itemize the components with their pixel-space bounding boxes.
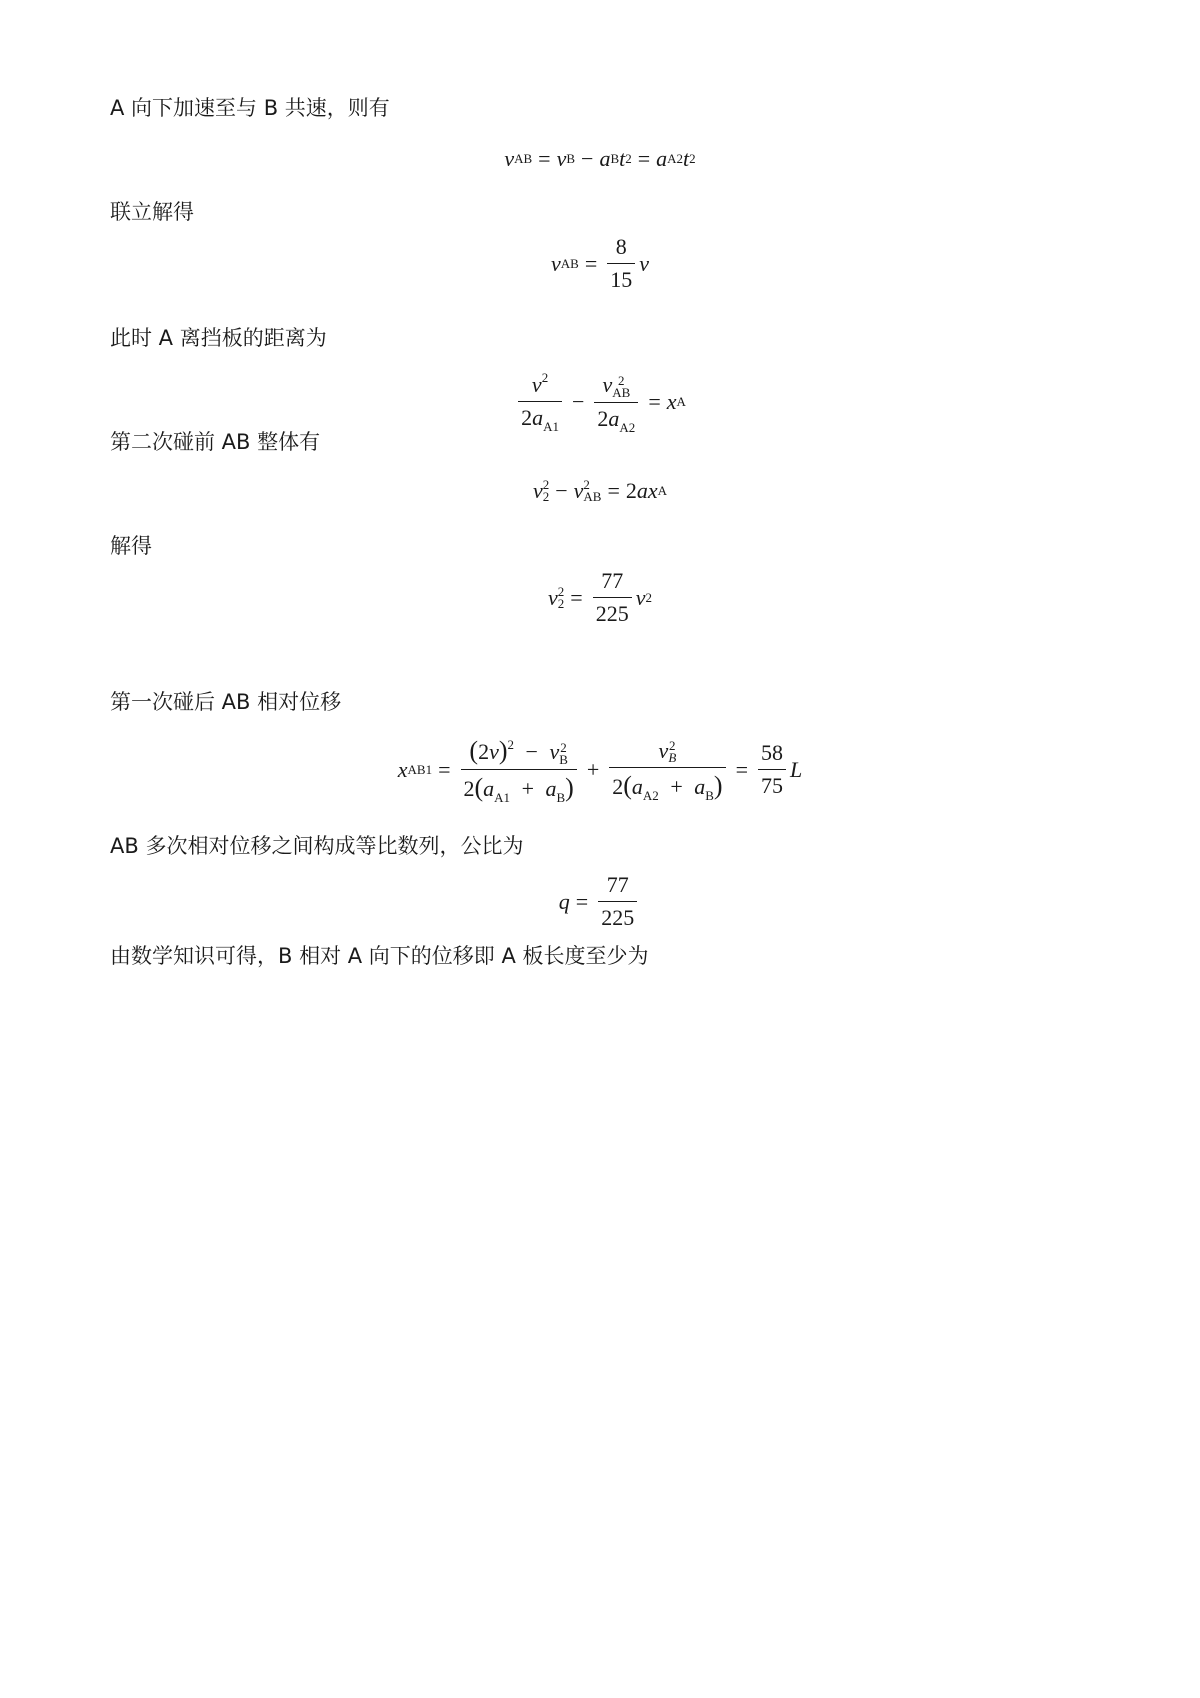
symbol-a: a	[532, 405, 544, 431]
symbol-v: v	[489, 739, 499, 764]
subscript-b: B	[556, 790, 566, 805]
equals-sign: =	[575, 888, 589, 914]
fraction	[593, 568, 632, 627]
equation-6: x AB1 = $(2v)^2 - v$ 2 B $2(a_{A1} + a_B)$ + v 2 B $2(a_{A2} + a_B)$ = $\frac{58}{75}$ L	[397, 736, 803, 805]
subscript-b: B	[559, 751, 568, 767]
fraction-numerator: 8	[615, 234, 627, 259]
equation-4: v 2 2 − v 2 AB = 2 a x A	[532, 477, 668, 504]
equals-sign: =	[438, 756, 451, 782]
right-paren: )	[498, 736, 508, 765]
symbol-x: x	[647, 478, 658, 503]
minus-sign: −	[581, 146, 594, 171]
subscript-a1: A1	[494, 790, 511, 805]
fraction	[607, 234, 635, 293]
symbol-v: v	[549, 739, 560, 764]
symbol-a: a	[608, 405, 620, 431]
equals-sign: =	[584, 250, 598, 276]
symbol-v: v	[573, 478, 584, 503]
fraction-second	[609, 738, 725, 802]
superscript-2: 2	[541, 370, 549, 386]
equation-3: $\frac{v^2}{2a_{A1}}$ − v 2 AB $2a_{A2}$ = x A	[0, 372, 1200, 432]
paragraph-1: A 向下加速至与 B 共速，则有	[110, 96, 390, 120]
equals-sign: =	[570, 584, 583, 610]
symbol-q: q	[558, 888, 570, 914]
fraction-first	[461, 736, 577, 803]
symbol-v: v	[548, 584, 558, 610]
fraction-result	[758, 740, 786, 799]
subscript-a1: A1	[543, 419, 559, 435]
number-2: 2	[625, 478, 637, 503]
minus-sign: −	[525, 739, 538, 764]
superscript-2: 2	[560, 739, 567, 755]
superscript-2: 2	[618, 372, 625, 388]
left-paren: (	[623, 771, 632, 801]
minus-sign: −	[555, 478, 568, 503]
equals-sign: =	[607, 478, 620, 503]
fraction	[598, 872, 637, 931]
number-2: 2	[478, 739, 490, 764]
superscript-2: 2	[583, 477, 590, 492]
number-2: 2	[597, 405, 609, 431]
paragraph-6: 第一次碰后 AB 相对位移	[110, 690, 342, 714]
minus-sign: −	[572, 388, 585, 414]
paragraph-4: 第二次碰前 AB 整体有	[110, 430, 321, 454]
fraction-numerator: 58	[761, 740, 783, 765]
symbol-x: x	[666, 388, 677, 414]
symbol-v: v	[504, 146, 515, 171]
equation-2: v AB = $\frac{8}{15}$ v	[550, 234, 649, 292]
paragraph-7: AB 多次相对位移之间构成等比数列，公比为	[110, 834, 524, 858]
superscript-2: 2	[542, 477, 550, 492]
symbol-v: v	[658, 737, 669, 763]
symbol-t: t	[619, 146, 626, 171]
equals-sign: =	[637, 146, 651, 171]
symbol-v: v	[556, 146, 567, 171]
fraction-denominator: 75	[758, 769, 786, 799]
symbol-v: v	[531, 372, 542, 398]
number-2: 2	[463, 776, 475, 801]
equation-7	[0, 872, 1200, 931]
symbol-a: a	[599, 146, 611, 171]
right-paren: )	[713, 771, 723, 801]
subscript-ab: AB	[583, 489, 602, 504]
symbol-a: a	[545, 776, 557, 801]
plus-sign: +	[670, 774, 683, 800]
symbol-v: v	[532, 478, 543, 503]
subscript-a2: A2	[619, 419, 636, 435]
fraction-right	[594, 372, 638, 435]
paragraph-5: 解得	[110, 534, 152, 558]
plus-sign: +	[521, 776, 534, 801]
fraction-denominator: 225	[598, 901, 637, 931]
fraction-denominator: 225	[593, 597, 632, 627]
subscript-a2: A2	[642, 788, 659, 804]
subscript-b: B	[705, 788, 714, 804]
symbol-a: a	[656, 146, 668, 171]
left-paren: (	[469, 736, 479, 765]
subscript-2: 2	[542, 489, 550, 504]
number-2: 2	[521, 405, 533, 431]
symbol-v: v	[639, 250, 649, 276]
plus-sign: +	[586, 756, 600, 782]
subscript-2: 2	[557, 595, 565, 611]
left-paren: (	[474, 773, 484, 802]
fraction-numerator: 77	[606, 872, 629, 897]
symbol-a: a	[483, 776, 495, 801]
fraction-left	[518, 370, 562, 435]
symbol-a: a	[631, 774, 643, 800]
subscript-ab: AB	[612, 384, 631, 400]
superscript-2: 2	[507, 737, 515, 752]
right-paren: )	[565, 773, 574, 802]
symbol-v: v	[635, 584, 646, 610]
superscript-2: 2	[669, 738, 676, 754]
subscript-b-italic: B	[668, 750, 677, 766]
number-2: 2	[612, 774, 624, 800]
fraction-denominator: 15	[607, 263, 635, 293]
paragraph-3: 此时 A 离挡板的距离为	[110, 326, 327, 350]
equals-sign: =	[735, 756, 748, 782]
equation-1: v AB = v B − a B t 2 = a A2 t 2	[504, 146, 696, 171]
equation-5: v 2 2 = $\frac{77}{225}$ v 2	[548, 568, 652, 626]
fraction-numerator: 77	[601, 568, 624, 593]
symbol-a: a	[694, 774, 706, 800]
symbol-x: x	[397, 756, 408, 782]
paragraph-8: 由数学知识可得，B 相对 A 向下的位移即 A 板长度至少为	[110, 944, 649, 968]
symbol-v: v	[550, 250, 561, 276]
symbol-v: v	[602, 372, 613, 397]
paragraph-2: 联立解得	[110, 200, 194, 224]
symbol-a: a	[636, 478, 648, 503]
equals-sign: =	[538, 146, 551, 171]
superscript-2: 2	[557, 583, 565, 599]
symbol-t: t	[683, 146, 690, 171]
symbol-l: L	[790, 756, 803, 782]
equals-sign: =	[648, 388, 661, 414]
